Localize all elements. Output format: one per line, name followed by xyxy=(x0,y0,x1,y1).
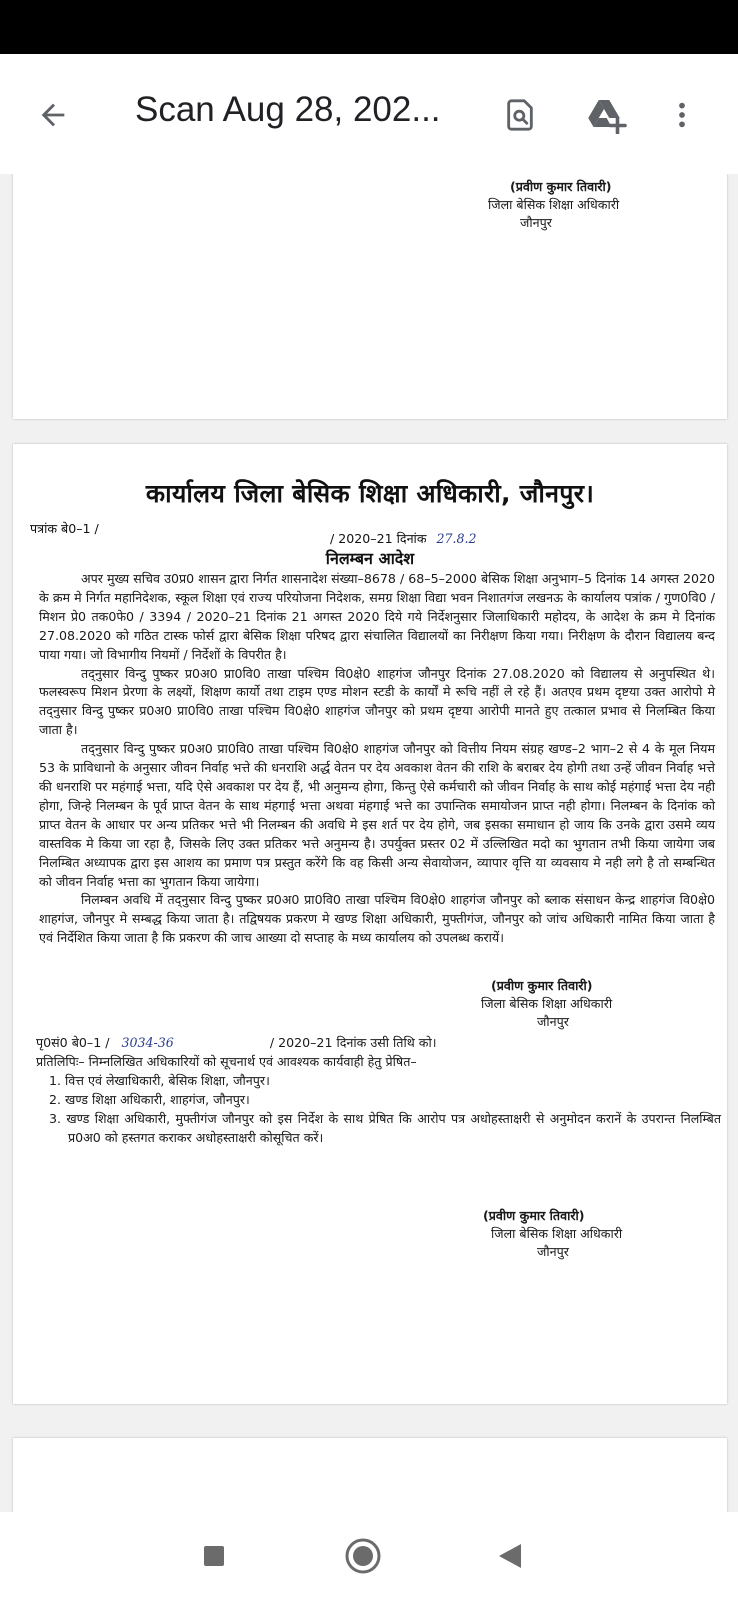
back-triangle-icon xyxy=(497,1542,523,1570)
document-viewer[interactable] xyxy=(0,174,738,1512)
signature-block xyxy=(483,1207,622,1261)
handwritten-number: 3034-36 xyxy=(121,1035,174,1050)
back-nav-button[interactable] xyxy=(486,1532,534,1580)
more-vert-icon xyxy=(667,96,697,134)
letter-date-label: / 2020–21 दिनांक xyxy=(330,531,427,546)
add-to-drive-button[interactable] xyxy=(577,88,637,142)
signature-name: (प्रवीण कुमार तिवारी) xyxy=(491,978,593,993)
paragraph: अपर मुख्य सचिव उ0प्र0 शासन द्वारा निर्गत शासनादेश संख्या–8678 / 68–5–2000 बेसिक शिक्षा अनुभाग–5 दिनांक 14 अगस्त 2020 के क्रम मे निर्गत महानिदेशक, स्कूल शिक्षा एवं राज्य परियोजना निदेशक, समग्र शिक्षा विद्या भवन निशातगंज लखनऊ के कार्यालय पत्रांक / गुण0वि0 / मिशन प्रे0 तक0फे0 / 3394 / 2020–21 दिनांक 21 अगस्त 2020 दिये गये निर्देशनुसार जिलाधिकारी महोदय, के आदेश के क्रम मे दिनांक 27.08.2020 को गठित टास्क फोर्स द्वारा बेसिक शिक्षा परिषद द्वारा संचालित विद्यालयों का निरीक्षण किया गया। निरीक्षण के दौरान विद्यालय बन्द पाया गया। जो विभागीय नियमों / निर्देशों के विपरीत है। xyxy=(39,571,715,662)
search-document-icon xyxy=(503,98,537,132)
copy-item: 3. खण्ड शिक्षा अधिकारी, मुफ्तीगंज जौनपुर को इस निर्देश के साथ प्रेषित कि आरोप पत्र अधोहस्ताक्षरी से अनुमोदन करानें के उपरान्त निलम्बित प्र0अ0 को हस्तगत कराकर अधोहस्ताक्षरी कोसूचित करें। xyxy=(49,1110,721,1145)
order-body xyxy=(39,570,715,948)
signature-place: जौनपुर xyxy=(537,1014,569,1029)
scan-page-2 xyxy=(13,444,727,1404)
back-arrow-icon xyxy=(36,98,70,132)
letter-reference: पत्रांक बे0–1 / xyxy=(30,521,99,536)
signature-place: जौनपुर xyxy=(520,215,552,230)
scan-page-1 xyxy=(13,174,727,419)
signature-name: (प्रवीण कुमार तिवारी) xyxy=(483,1208,585,1223)
signature-place: जौनपुर xyxy=(537,1244,569,1259)
paragraph: निलम्बन अवधि में तद्नुसार विन्दु पुष्कर प्र0अ0 प्रा0वि0 ताखा पश्चिम वि0क्षे0 शाहगंज जौनपुर को ब्लाक संसाधन केन्द्र शाहगंज वि0क्षे0 शाहगंज, जौनपुर मे सम्बद्ध किया जाता है। तद्विषयक प्रकरण मे खण्ड शिक्षा अधिकारी, मुफ्तीगंज, जौनपुर को जांच अधिकारी नामित किया जाता है एवं निर्देशित किया जाता है कि प्रकरण की जाच आख्या दो सप्ताह के मध्य कार्यालय को उपलब्ध करायें। xyxy=(39,892,715,946)
signature-block-top xyxy=(488,178,619,232)
copy-item: 1. वित्त एवं लेखाधिकारी, बेसिक शिक्षा, जौनपुर। xyxy=(49,1072,270,1088)
copy-reference-label: पृ0सं0 बे0–1 / xyxy=(36,1035,110,1050)
signature-designation: जिला बेसिक शिक्षा अधिकारी xyxy=(481,996,613,1011)
status-bar xyxy=(0,0,738,54)
letter-date xyxy=(330,530,477,547)
signature-block xyxy=(481,977,612,1031)
signature-designation: जिला बेसिक शिक्षा अधिकारी xyxy=(491,1226,623,1241)
copy-distribution xyxy=(36,1034,721,1147)
app-bar xyxy=(0,54,738,174)
signature-designation: जिला बेसिक शिक्षा अधिकारी xyxy=(488,197,620,212)
copy-intro: प्रतिलिपिः– निम्नलिखित अधिकारियों को सूचनार्थ एवं आवश्यक कार्यवाही हेतु प्रेषित– xyxy=(36,1053,417,1069)
copy-reference xyxy=(36,1034,721,1053)
paragraph: तद्नुसार विन्दु पुष्कर प्र0अ0 प्रा0वि0 ताखा पश्चिम वि0क्षे0 शाहगंज जौनपुर दिनांक 27.08.2020 को विद्यालय से अनुपस्थित थे। फलस्वरूप मिशन प्रेरणा के लक्ष्यों, शिक्षण कार्यो तथा टाइम एण्ड मोशन स्टडी के कार्यों मे रूचि नहीं ले रहे हैं। अतएव प्रथम दृष्टया उक्त आरोपो मे तद्नुसार विन्दु पुष्कर प्र0अ0 प्रा0वि0 ताखा पश्चिम वि0क्षे0 शाहगंज जौनपुर को प्रथम दृष्टया आरोपी मानते हुए तत्काल प्रभाव से निलम्बित किया जाता है। xyxy=(39,665,715,738)
paragraph: तद्नुसार विन्दु पुष्कर प्र0अ0 प्रा0वि0 ताखा पश्चिम वि0क्षे0 शाहगंज जौनपुर को वित्तीय नियम संग्रह खण्ड–2 भाग–2 से 4 के मूल नियम 53 के प्राविधानो के अनुसार जीवन निर्वाह भत्ते की धनराशि अर्द्ध वेतन पर देय अवकाश वेतन की राशि के बराबर देय होगी तथा उन्हें जीवन निर्वाह भत्ते की धनराशि पर महंगाई भत्ता, यदि ऐसे अवकाश पर देय हैं, भी अनुमन्य होगा, किन्तु ऐसे कर्मचारी को जीवन निर्वाह के साथ कोई महंगाई भत्ता देय नही होगा, जिन्हे निलम्बन के पूर्व प्राप्त वेतन के साथ मंहगाई भत्ता अथवा मंहगाई भत्ते का उपान्तिक समायोजन प्राप्त नही होगा। निलम्बन के दिनांक को प्राप्त वेतन के आधार पर अन्य प्रतिकर भत्ते भी निलम्बन की अवधि मे इस शर्त पर देय होगे, जब इसका समाधान हो जाय कि उनके द्वारा उसमे व्यय वास्तविक मे किया जा रहा है, जिसके लिए उक्त प्रतिकर भत्ते अनुमन्य है। उपर्युक्त प्रस्तर 02 में उल्लिखित मदो का भुगतान तभी किया जायेगा जब निलम्बित अध्यापक द्वारा इस आशय का प्रमाण पत्र प्रस्तुत करेंगे कि वह किसी अन्य सेवायोजन, व्यापार वृत्ति या व्यवसाय मे नही लगे है तो सम्बन्धित को जीवन निर्वाह भत्ता का भुगतान किया जायेगा। xyxy=(39,741,715,889)
home-circle-icon xyxy=(343,1536,383,1576)
copy-item: 2. खण्ड शिक्षा अधिकारी, शाहगंज, जौनपुर। xyxy=(49,1091,250,1107)
recents-button[interactable] xyxy=(190,1532,238,1580)
order-title: निलम्बन आदेश xyxy=(325,549,415,568)
office-heading: कार्यालय जिला बेसिक शिक्षा अधिकारी, जौनपुर। xyxy=(145,479,595,508)
scan-page-3 xyxy=(13,1438,727,1512)
search-in-document-button[interactable] xyxy=(493,88,547,142)
back-button[interactable] xyxy=(26,88,80,142)
home-button[interactable] xyxy=(339,1532,387,1580)
signature-name: (प्रवीण कुमार तिवारी) xyxy=(510,179,612,194)
handwritten-date: 27.8.2 xyxy=(436,531,477,546)
add-to-drive-icon xyxy=(586,96,628,134)
navigation-bar xyxy=(0,1512,738,1600)
recents-square-icon xyxy=(202,1544,226,1568)
document-title: Scan Aug 28, 202... xyxy=(135,90,441,129)
copy-reference-date: / 2020–21 दिनांक उसी तिथि को। xyxy=(269,1035,437,1050)
more-options-button[interactable] xyxy=(660,88,704,142)
